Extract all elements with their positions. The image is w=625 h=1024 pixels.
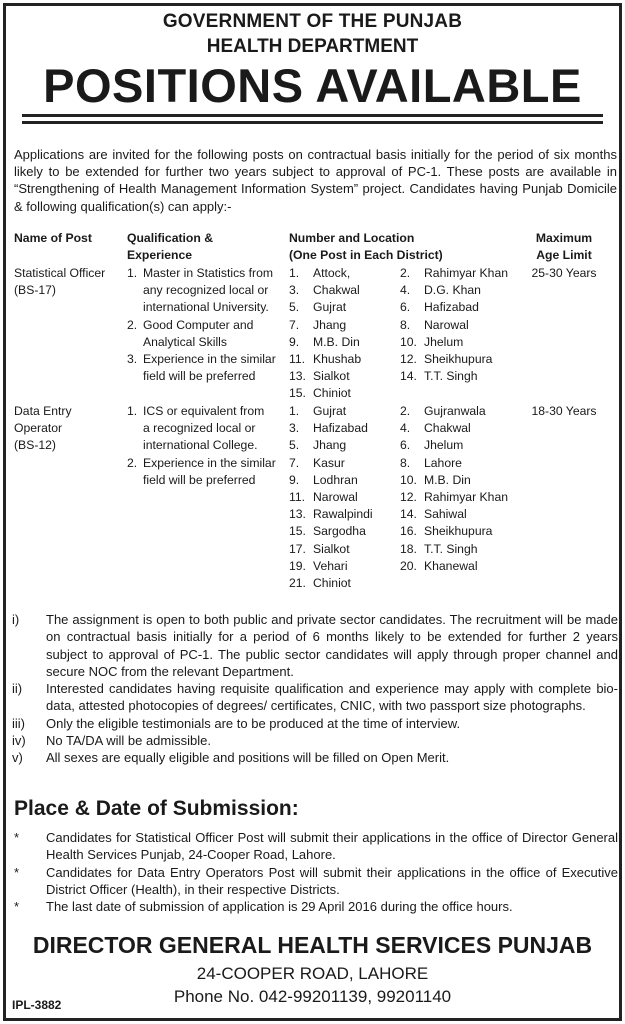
district-name: M.B. Din <box>313 334 360 349</box>
district-number: 9. <box>289 472 300 487</box>
submission-text: Candidates for Data Entry Operators Post will submit their applications in the office of Executive District Officer (Health), in their respective Districts. <box>46 864 618 897</box>
district-name: Sialkot <box>313 541 350 556</box>
district-number: 5. <box>289 438 300 453</box>
district-number: 13. <box>289 369 306 384</box>
age-limit: 25-30 Years <box>531 266 597 280</box>
district-name: Hafizabad <box>313 421 368 436</box>
note-text: The assignment is open to both public and private sector candidates. The recruitment will be made on contractual basis initially for a period of 6 months likely to be extended for further 2 years subject to approval of PC-1. The public sector candidates will apply through proper channel and secure NOC from the relevant Department. <box>46 612 618 679</box>
list-marker: * <box>14 830 20 845</box>
note-text: Interested candidates having requisite qualification and experience may apply with complete bio-data, attested photocopies of degrees/ certificates, CNIC, with two passport size photographs. <box>46 681 618 714</box>
qualification-text: Experience in the similar <box>143 455 276 470</box>
submission-list <box>12 829 618 915</box>
district-name: Sargodha <box>313 524 366 539</box>
district-number: 13. <box>289 507 306 522</box>
list-item <box>12 898 618 915</box>
post-name: (BS-17) <box>14 283 56 298</box>
district-number: 10. <box>400 334 417 349</box>
district-number: 5. <box>289 300 300 315</box>
district-number: 3. <box>289 283 300 298</box>
district-number: 1. <box>289 404 300 418</box>
district-name: Rahimyar Khan <box>424 266 508 280</box>
qualification-text: ICS or equivalent from <box>143 404 265 418</box>
authority-phone: Phone No. 042-99201139, 99201140 <box>173 987 452 1006</box>
district-number: 6. <box>400 438 411 453</box>
district-name: D.G. Khan <box>424 283 481 298</box>
district-number: 19. <box>289 558 306 573</box>
district-name: Hafizabad <box>424 300 479 315</box>
district-number: 7. <box>289 455 300 470</box>
district-name: Chakwal <box>424 421 471 436</box>
qualification-text: international University. <box>143 300 269 315</box>
district-name: Jhang <box>313 317 347 332</box>
page-title: POSITIONS AVAILABLE <box>43 59 582 112</box>
district-number: 12. <box>400 352 417 366</box>
district-name: Sialkot <box>313 369 350 384</box>
qualification-text: Experience in the similar <box>143 352 276 366</box>
district-number: 14. <box>400 507 417 522</box>
district-name: Narowal <box>313 490 358 504</box>
col-header-location: Number and Location <box>289 231 415 245</box>
submission-heading: Place & Date of Submission: <box>14 797 299 820</box>
title-rule-top <box>22 114 603 117</box>
district-name: Chiniot <box>313 576 351 590</box>
department-heading: HEALTH DEPARTMENT <box>206 36 419 57</box>
col-header-maximum: Maximum <box>535 231 593 245</box>
district-name: Gujrat <box>313 404 347 418</box>
list-item <box>12 611 618 680</box>
qualification-number: 1. <box>127 266 138 280</box>
district-name: Narowal <box>424 317 469 332</box>
title-rule-bottom <box>22 121 603 124</box>
district-number: 17. <box>289 541 306 556</box>
list-marker: i) <box>12 612 20 627</box>
list-item <box>12 732 618 749</box>
district-number: 4. <box>400 283 411 298</box>
district-number: 18. <box>400 541 417 556</box>
district-name: Khanewal <box>424 558 478 573</box>
district-number: 12. <box>400 490 417 504</box>
district-number: 14. <box>400 369 417 384</box>
qualification-text: any recognized local or <box>143 283 269 298</box>
district-name: Lahore <box>424 455 462 470</box>
district-number: 8. <box>400 455 411 470</box>
district-name: Gujranwala <box>424 404 486 418</box>
district-number: 4. <box>400 421 411 436</box>
district-name: Jhelum <box>424 334 464 349</box>
list-marker: v) <box>12 750 23 766</box>
district-name: Lodhran <box>313 472 358 487</box>
submission-text: The last date of submission of application is 29 April 2016 during the office hours. <box>46 899 513 915</box>
district-name: Sheikhupura <box>424 352 493 366</box>
issuing-authority: DIRECTOR GENERAL HEALTH SERVICES PUNJAB <box>32 932 593 958</box>
qualification-number: 3. <box>127 352 138 366</box>
qualification-text: Analytical Skills <box>143 334 227 349</box>
district-number: 21. <box>289 576 306 590</box>
district-number: 8. <box>400 317 411 332</box>
post-name: Data Entry <box>14 404 72 418</box>
district-name: Attock, <box>313 266 351 280</box>
list-marker: iv) <box>12 733 26 749</box>
district-number: 10. <box>400 472 417 487</box>
district-name: Khushab <box>313 352 362 366</box>
district-number: 20. <box>400 558 417 573</box>
conditions-list <box>12 611 618 767</box>
note-text: All sexes are equally eligible and positions will be filled on Open Merit. <box>46 750 450 766</box>
list-marker: ii) <box>12 681 23 697</box>
post-name: Statistical Officer <box>14 266 106 280</box>
district-name: M.B. Din <box>424 472 471 487</box>
list-item <box>12 829 618 864</box>
col-header-experience: Experience <box>127 248 193 262</box>
district-name: Chiniot <box>313 386 351 401</box>
qualification-text: a recognized local or <box>143 421 256 436</box>
district-number: 15. <box>289 524 306 539</box>
district-name: Gujrat <box>313 300 347 315</box>
col-header-location-sub: (One Post in Each District) <box>289 248 443 262</box>
qualification-number: 2. <box>127 317 138 332</box>
district-number: 11. <box>289 352 306 366</box>
district-name: T.T. Singh <box>424 541 478 556</box>
district-name: Kasur <box>313 455 345 470</box>
district-name: Vehari <box>313 558 348 573</box>
district-number: 16. <box>400 524 417 539</box>
list-marker: * <box>14 899 20 915</box>
qualification-text: international College. <box>143 438 258 453</box>
district-name: Rawalpindi <box>313 507 373 522</box>
note-text: Only the eligible testimonials are to be produced at the time of interview. <box>46 715 461 731</box>
district-name: Jhang <box>313 438 347 453</box>
district-number: 3. <box>289 421 300 436</box>
list-marker: iii) <box>12 715 25 731</box>
district-number: 1. <box>289 266 300 280</box>
authority-address: 24-COOPER ROAD, LAHORE <box>196 964 429 983</box>
post-name: Operator <box>14 421 63 436</box>
qualification-text: field will be preferred <box>143 472 256 487</box>
age-limit: 18-30 Years <box>531 404 597 418</box>
district-number: 9. <box>289 334 300 349</box>
district-name: Sheikhupura <box>424 524 493 539</box>
district-number: 11. <box>289 490 306 504</box>
district-number: 2. <box>400 404 411 418</box>
intro-paragraph: Applications are invited for the following posts on contractual basis initially for the period of six months likely to be extended for further two years subject to approval of PC-1. These posts are available in “Strengthening of Health Management Information System” project. Candidates having Punjab Domicile & following qualification(s) can apply:- <box>14 147 617 214</box>
note-text: No TA/DA will be admissible. <box>46 733 211 749</box>
district-number: 7. <box>289 317 300 332</box>
list-item <box>12 715 618 732</box>
list-item <box>12 680 618 715</box>
list-marker: * <box>14 864 20 880</box>
qualification-text: Master in Statistics from <box>143 266 274 280</box>
government-heading: GOVERNMENT OF THE PUNJAB <box>162 11 463 32</box>
post-name: (BS-12) <box>14 438 56 453</box>
district-name: Sahiwal <box>424 507 467 522</box>
submission-text: Candidates for Statistical Officer Post will submit their applications in the office of Director General Health Services Punjab, 24-Cooper Road, Lahore. <box>46 830 618 863</box>
col-header-qualification: Qualification & <box>127 231 213 245</box>
qualification-number: 2. <box>127 455 138 470</box>
district-number: 6. <box>400 300 411 315</box>
advert-code: IPL-3882 <box>12 998 62 1012</box>
district-name: Rahimyar Khan <box>424 490 508 504</box>
col-header-age-limit: Age Limit <box>536 248 592 262</box>
qualification-text: Good Computer and <box>143 317 254 332</box>
col-header-post: Name of Post <box>14 231 92 245</box>
district-name: T.T. Singh <box>424 369 478 384</box>
list-item <box>12 864 618 899</box>
list-item <box>12 749 618 766</box>
district-name: Jhelum <box>424 438 464 453</box>
district-number: 2. <box>400 266 411 280</box>
qualification-text: field will be preferred <box>143 369 256 384</box>
qualification-number: 1. <box>127 404 138 418</box>
district-name: Chakwal <box>313 283 360 298</box>
district-number: 15. <box>289 386 306 401</box>
